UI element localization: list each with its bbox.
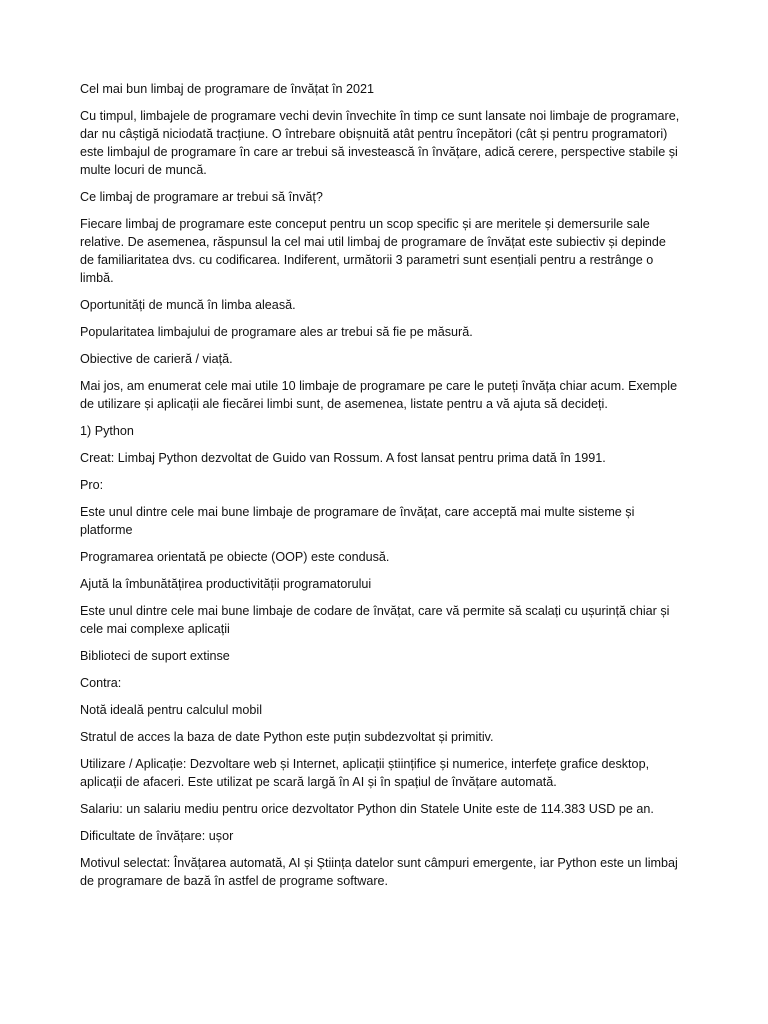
reason-paragraph: Motivul selectat: Învățarea automată, AI și Știința datelor sunt câmpuri emergente, iar Python este un limbaj de programare de bază în astfel de programe software. (80, 856, 678, 888)
created-info: Creat: Limbaj Python dezvoltat de Guido van Rossum. A fost lansat pentru prima dată în 1991. (80, 451, 606, 465)
explanation-paragraph: Fiecare limbaj de programare este conceput pentru un scop specific și are meritele și demersurile sale relative. De asemenea, răspunsul la cel mai util limbaj de programare de învățat este subiectiv și depinde de familiaritatea dvs. cu codificarea. Indiferent, următorii 3 parametri sunt esențiali pentru a restrânge o limbă. (80, 217, 666, 285)
pro-item: Este unul dintre cele mai bune limbaje de codare de învățat, care vă permite să scalați cu ușurință chiar și cele mai complexe aplicații (80, 604, 670, 636)
document-page (80, 80, 680, 899)
criterion-item: Oportunități de muncă în limba aleasă. (80, 298, 296, 312)
difficulty-paragraph: Dificultate de învățare: ușor (80, 829, 234, 843)
document-title: Cel mai bun limbaj de programare de învățat în 2021 (80, 82, 375, 96)
criterion-item: Obiective de carieră / viață. (80, 352, 233, 366)
list-intro-paragraph: Mai jos, am enumerat cele mai utile 10 limbaje de programare pe care le puteți învăța chiar acum. Exemple de utilizare și aplicații ale fiecărei limbi sunt, de asemenea, listate pentru a vă ajuta să decideți. (80, 379, 678, 411)
section-heading-python: 1) Python (80, 424, 134, 438)
pro-item: Biblioteci de suport extinse (80, 649, 230, 663)
cons-heading: Contra: (80, 676, 122, 690)
usage-paragraph: Utilizare / Aplicație: Dezvoltare web și Internet, aplicații științifice și numerice, interfețe grafice desktop, aplicații de afaceri. Este utilizat pe scară largă în AI și în spațiul de învățare automată. (80, 757, 650, 789)
salary-paragraph: Salariu: un salariu mediu pentru orice dezvoltator Python din Statele Unite este de 114.383 USD pe an. (80, 802, 654, 816)
pro-item: Programarea orientată pe obiecte (OOP) este condusă. (80, 550, 390, 564)
pros-heading: Pro: (80, 478, 104, 492)
con-item: Notă ideală pentru calculul mobil (80, 703, 263, 717)
pro-item: Ajută la îmbunătățirea productivității programatorului (80, 577, 372, 591)
pro-item: Este unul dintre cele mai bune limbaje de programare de învățat, care acceptă mai multe sisteme și platforme (80, 505, 635, 537)
criterion-item: Popularitatea limbajului de programare ales ar trebui să fie pe măsură. (80, 325, 473, 339)
intro-paragraph: Cu timpul, limbajele de programare vechi devin învechite în timp ce sunt lansate noi limbaje de programare, dar nu câștigă niciodată tracțiune. O întrebare obișnuită atât pentru începători (cât și pentru programatori) este limbajul de programare în care ar trebui să investească în învățare, adică cerere, perspective stabile și multe locuri de muncă. (80, 109, 680, 177)
con-item: Stratul de acces la baza de date Python este puțin subdezvoltat și primitiv. (80, 730, 494, 744)
question-heading: Ce limbaj de programare ar trebui să învăț? (80, 190, 323, 204)
